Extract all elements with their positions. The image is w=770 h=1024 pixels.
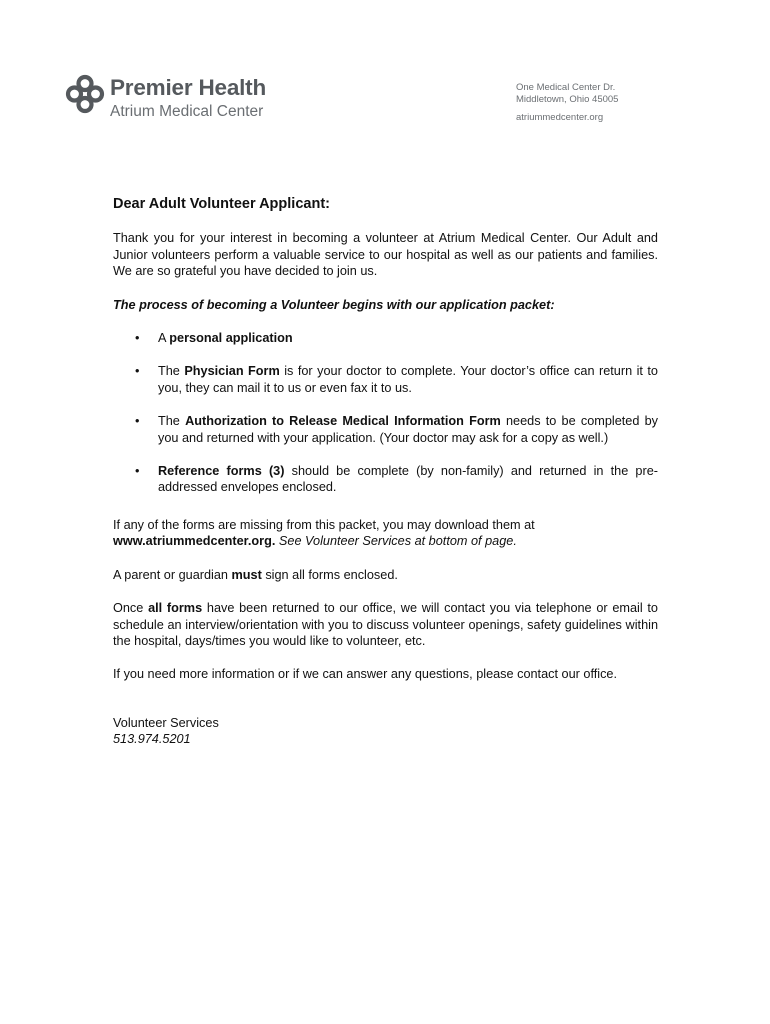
download-note: See Volunteer Services at bottom of page. (275, 534, 517, 549)
item-bold: Physician Form (184, 364, 280, 379)
once-pre: Once (113, 601, 149, 616)
item-bold: Authorization to Release Medical Information Form (185, 414, 501, 429)
address-line-2: Middletown, Ohio 45005 (516, 94, 619, 106)
item-bold: personal application (169, 331, 293, 346)
list-item (113, 363, 658, 396)
signature-phone: 513.974.5201 (113, 732, 191, 747)
item-pre: The (158, 414, 186, 429)
signature-block (113, 715, 658, 748)
bullet: • (135, 331, 140, 346)
list-item (113, 413, 658, 446)
process-heading: The process of becoming a Volunteer begins with our application packet: (113, 297, 555, 312)
parent-paragraph (113, 567, 658, 583)
download-period: . (271, 534, 276, 549)
website-link[interactable]: atriummedcenter.org (516, 111, 604, 123)
letter-body (113, 196, 658, 748)
address-line-1: One Medical Center Dr. (516, 82, 616, 93)
download-url-link[interactable]: www.atriummedcenter.org (113, 534, 272, 549)
parent-pre: A parent or guardian (113, 567, 232, 582)
bullet: • (135, 464, 140, 479)
parent-post: sign all forms enclosed. (261, 567, 398, 582)
parent-bold: must (231, 567, 262, 582)
closing-paragraph: If you need more information or if we can answer any questions, please contact our office. (113, 667, 618, 682)
item-bold: Reference forms (3) (158, 464, 285, 479)
address-block (516, 82, 618, 124)
item-pre: A (158, 331, 170, 346)
item-pre: The (158, 364, 185, 379)
brand-subtitle: Atrium Medical Center (110, 103, 264, 120)
letter-greeting: Dear Adult Volunteer Applicant: (113, 196, 330, 212)
list-item (113, 330, 658, 346)
intro-paragraph: Thank you for your interest in becoming a volunteer at Atrium Medical Center. Our Adult and Junior volunteers perform a valuable service to our hospital as well as our patients and families. We are so grateful you have decided to join us. (113, 231, 658, 279)
item-post: should be complete (by non-family) and returned in the pre-addressed envelopes enclosed. (158, 464, 658, 495)
item-post: needs to be completed by you and returned with your application. (Your doctor may ask for a copy as well.) (158, 414, 658, 445)
once-post: have been returned to our office, we will contact you via telephone or email to schedule an interview/orientation with you to discuss volunteer openings, safety guidelines within the hospital, days/times you would like to volunteer, etc. (113, 601, 658, 648)
premier-health-cross-icon (64, 74, 106, 114)
premier-health-logo (64, 72, 304, 128)
packet-list (113, 330, 658, 496)
bullet: • (135, 414, 140, 429)
bullet: • (135, 364, 140, 379)
list-item (113, 463, 658, 496)
download-paragraph (113, 517, 658, 550)
once-bold: all forms (148, 601, 203, 616)
signature-department: Volunteer Services (113, 715, 219, 730)
download-text: If any of the forms are missing from this packet, you may download them at (113, 517, 535, 532)
item-post: is for your doctor to complete. Your doctor’s office can return it to you, they can mail it to us or even fax it to us. (158, 364, 658, 395)
once-paragraph (113, 600, 658, 649)
brand-name: Premier Health (110, 75, 267, 100)
